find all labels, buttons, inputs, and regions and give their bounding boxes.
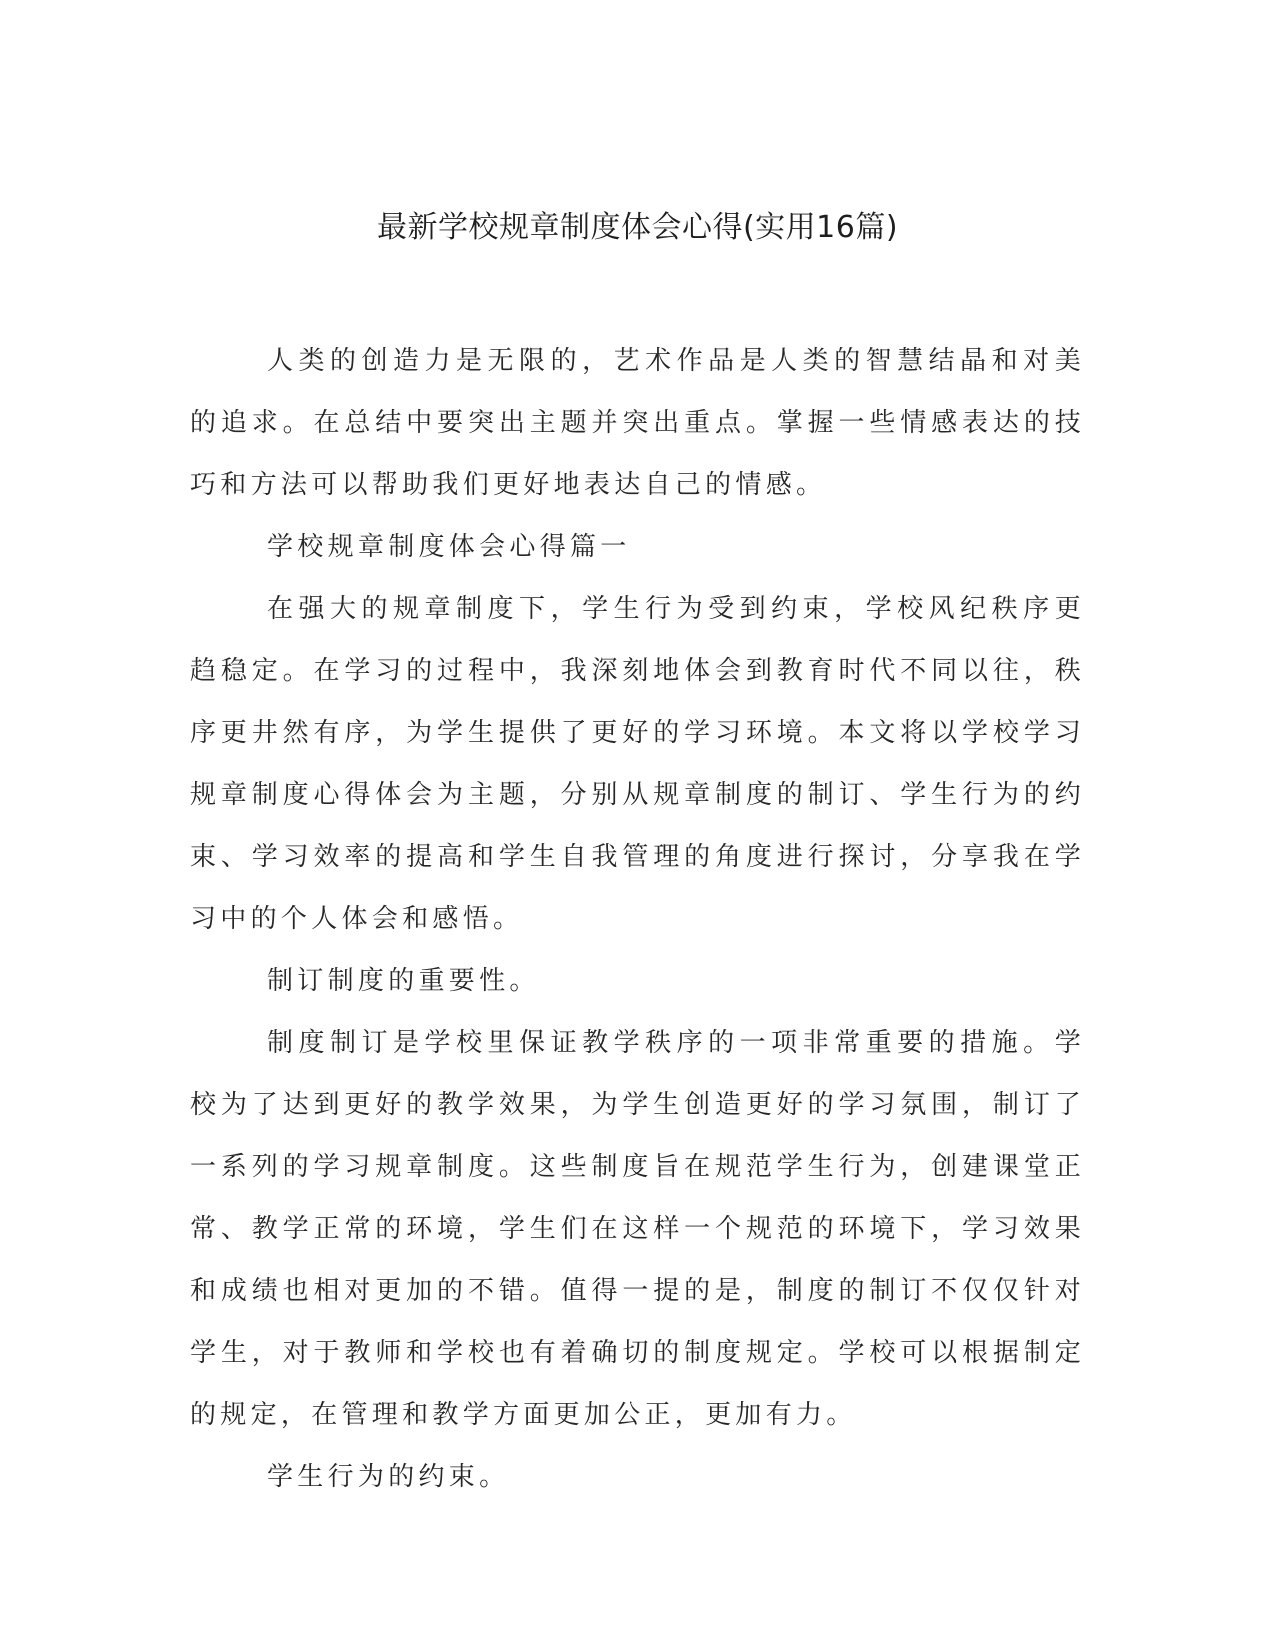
subheading-importance: 制订制度的重要性。 — [267, 966, 540, 996]
body-paragraph: 制度制订是学校里保证教学秩序的一项非常重要的措施。学校为了达到更好的教学效果，为学生创造更好的学习氛围，制订了一系列的学习规章制度。这些制度旨在规范学生行为，创建课堂正常、教学正常的环境，学生们在这样一个规范的环境下，学习效果和成绩也相对更加的不错。值得一提的是，制度的制订不仅仅针对学生，对于教师和学校也有着确切的制度规定。学校可以根据制定的规定，在管理和教学方面更加公正，更加有力。 — [190, 1028, 1085, 1430]
subheading-behavior: 学生行为的约束。 — [267, 1462, 510, 1492]
body-paragraph: 在强大的规章制度下，学生行为受到约束，学校风纪秩序更趋稳定。在学习的过程中，我深刻地体会到教育时代不同以往，秩序更井然有序，为学生提供了更好的学习环境。本文将以学校学习规章制度心得体会为主题，分别从规章制度的制订、学生行为的约束、学习效率的提高和学生自我管理的角度进行探讨，分享我在学习中的个人体会和感悟。 — [190, 594, 1085, 934]
section-heading-part-one: 学校规章制度体会心得篇一 — [267, 532, 631, 562]
intro-paragraph: 人类的创造力是无限的，艺术作品是人类的智慧结晶和对美的追求。在总结中要突出主题并突出重点。掌握一些情感表达的技巧和方法可以帮助我们更好地表达自己的情感。 — [190, 346, 1085, 500]
document-body — [190, 330, 1085, 1508]
document-title: 最新学校规章制度体会心得(实用16篇) — [376, 210, 899, 245]
